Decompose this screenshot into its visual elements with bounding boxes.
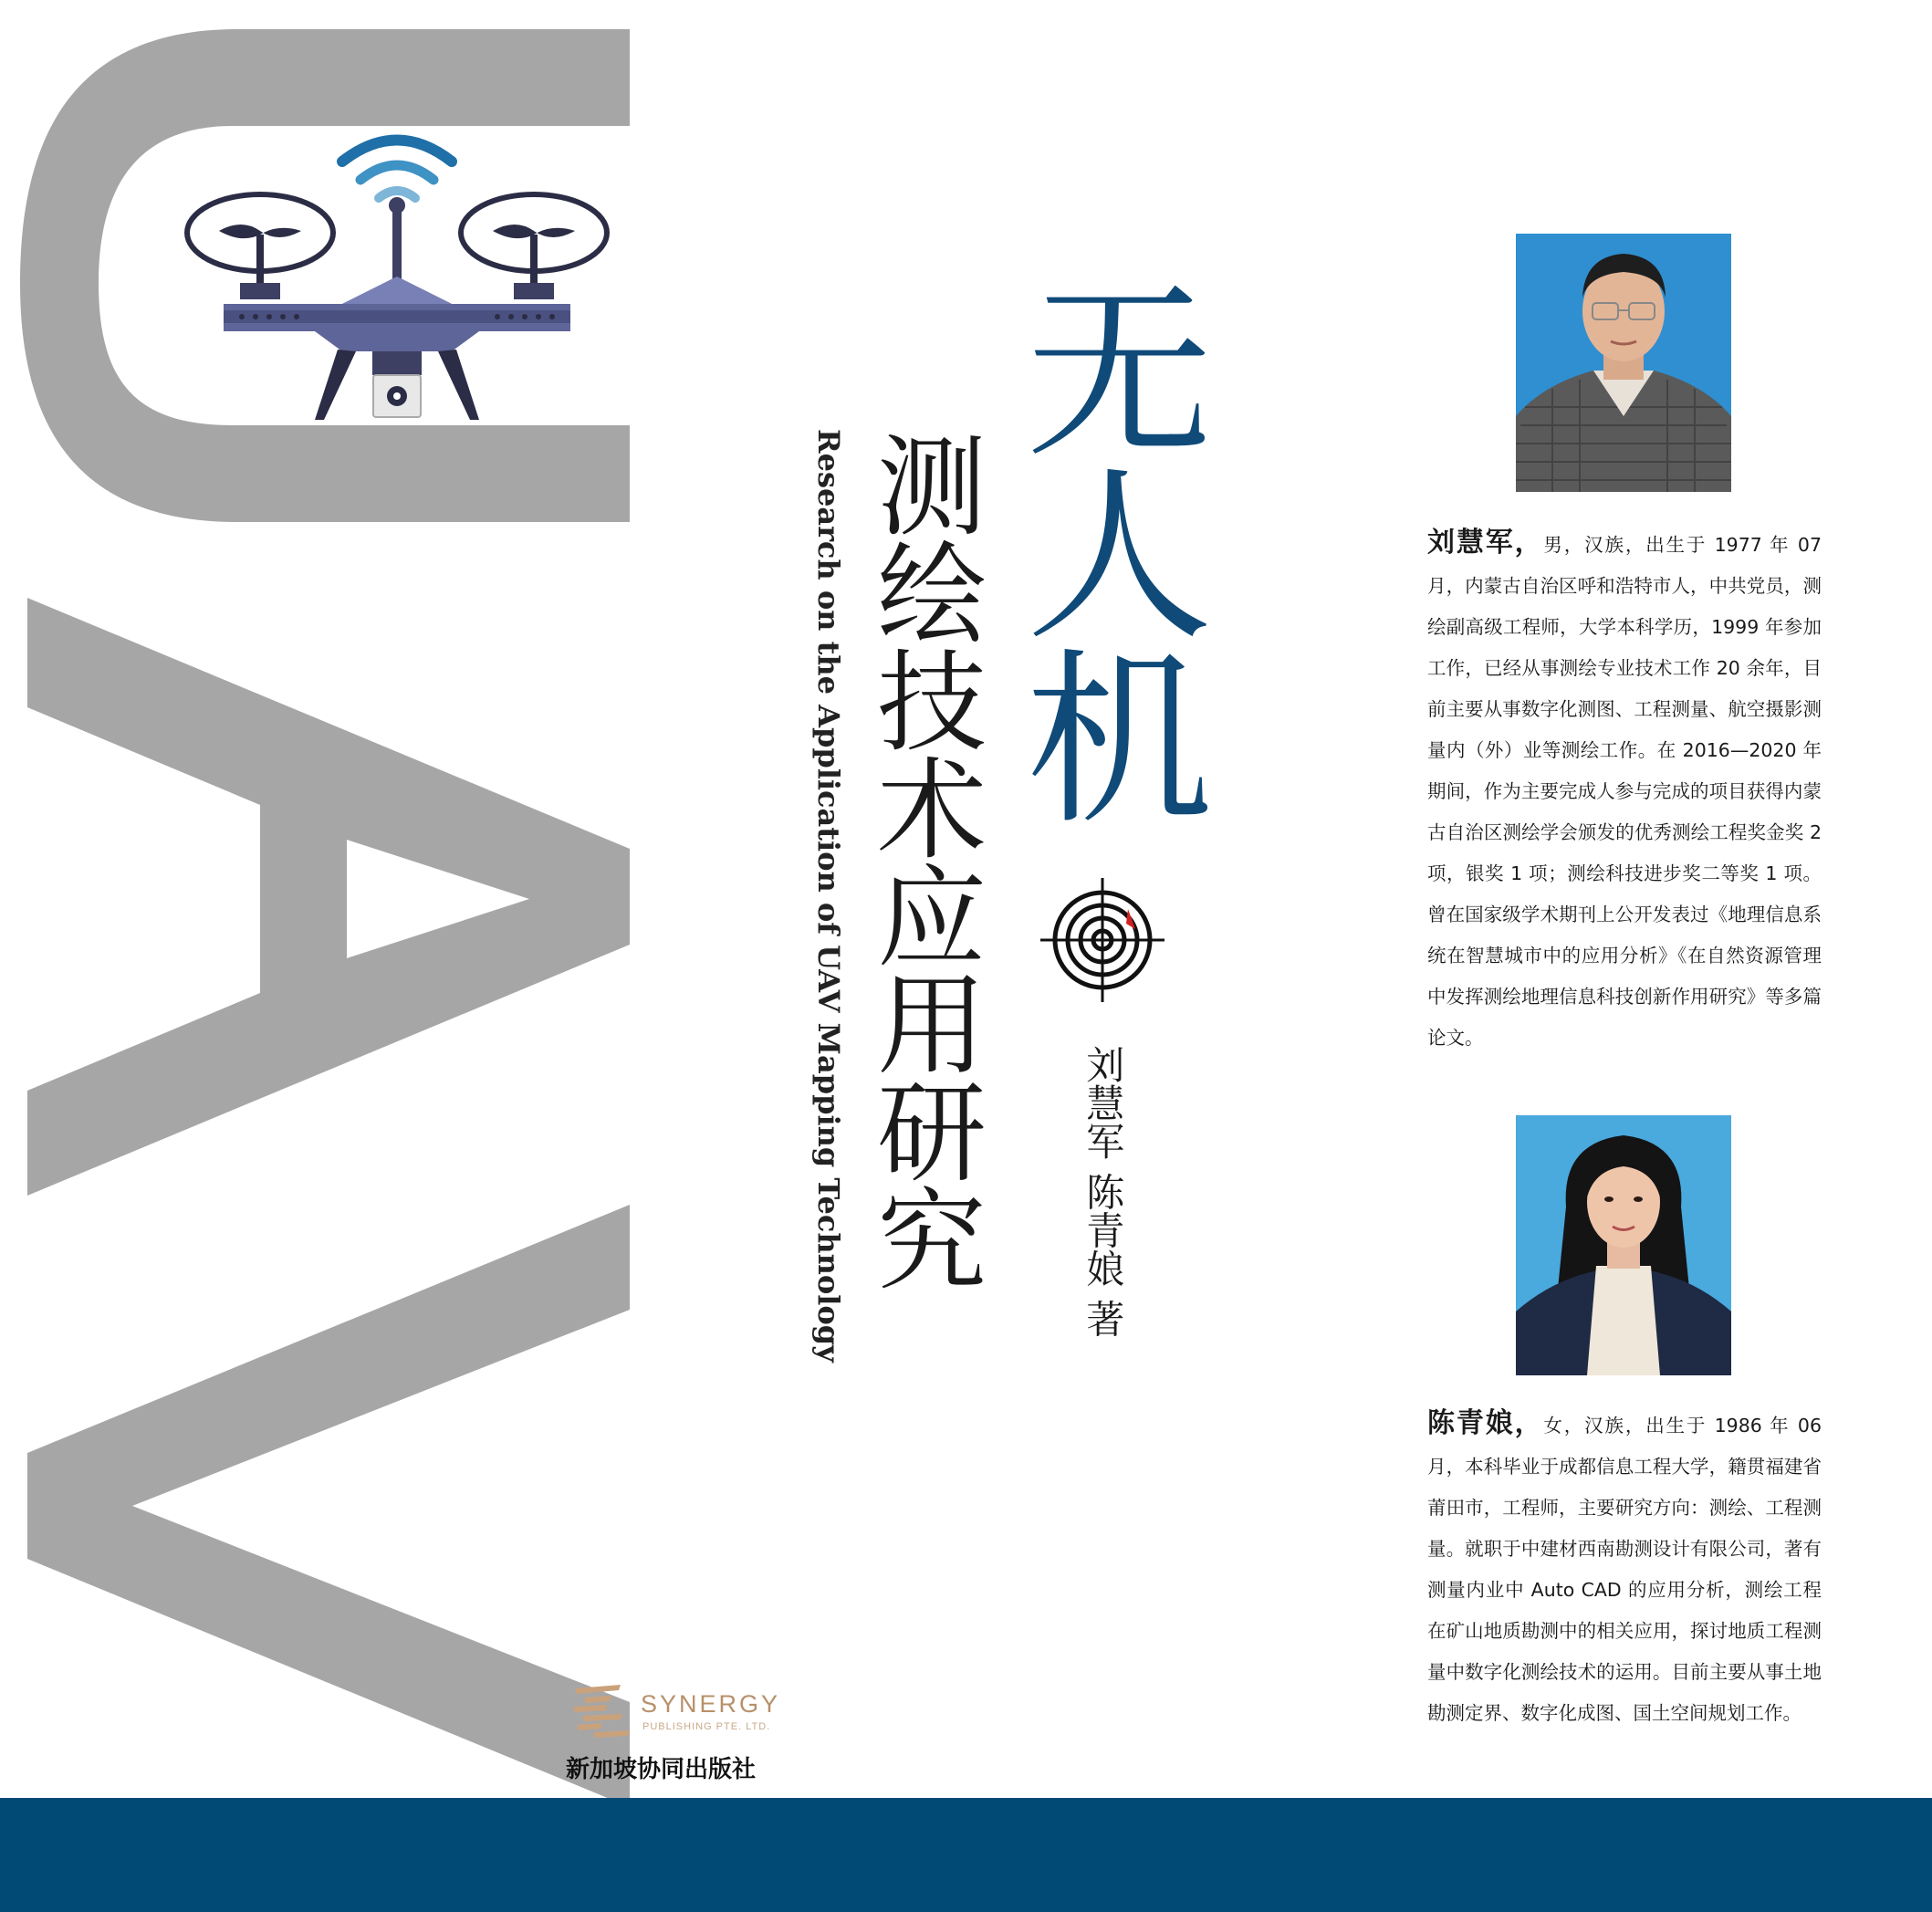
publisher-name-en-sub: PUBLISHING PTE. LTD.: [642, 1721, 771, 1732]
author2-name: 陈青娘，: [1427, 1407, 1544, 1439]
wifi-signal-icon: [342, 141, 452, 199]
drone-icon: [178, 123, 616, 434]
publisher-name-en: SYNERGY: [641, 1690, 781, 1718]
publisher-logo-icon: [566, 1679, 639, 1743]
author2-bio: [1427, 1403, 1822, 1734]
author1-name: 刘慧军，: [1427, 527, 1544, 559]
author1-photo: [1516, 234, 1731, 492]
letter-a: [27, 598, 630, 1196]
book-title-sub: 测绘技术应用研究: [859, 429, 986, 1290]
authors-line: 刘慧军 陈青娘 著: [1081, 1045, 1126, 1338]
book-title-main: 无人机: [994, 274, 1211, 824]
author2-photo: [1516, 1115, 1731, 1375]
letter-v: [27, 1205, 630, 1807]
author1-bio: [1427, 522, 1822, 1059]
publisher-name-zh: 新加坡协同出版社: [566, 1756, 757, 1783]
book-title-english: Research on the Application of UAV Mapping Technology: [811, 429, 846, 1363]
author1-bio-text: 男，汉族，出生于 1977 年 07 月，内蒙古自治区呼和浩特市人，中共党员，测绘副高级工程师，大学本科学历，1999 年参加工作，已经从事测绘专业技术工作 20 余年，目前主要从事数字化测图、工程测量、航空摄影测量内（外）业等测绘工作。在 2016—2020 年期间，作为主要完成人参与完成的项目获得内蒙古自治区测绘学会颁发的优秀测绘工程奖金奖 2 项，银奖 1 项；测绘科技进步奖二等奖 1 项。曾在国家级学术期刊上公开发表过《地理信息系统在智慧城市中的应用分析》《在自然资源管理中发挥测绘地理信息科技创新作用研究》等多篇论文。: [1427, 534, 1822, 1049]
author2-bio-text: 女，汉族，出生于 1986 年 06 月，本科毕业于成都信息工程大学，籍贯福建省莆田市，工程师，主要研究方向：测绘、工程测量。就职于中建材西南勘测设计有限公司，著有测量内业中 Auto CAD 的应用分析，测绘工程在矿山地质勘测中的相关应用，探讨地质工程测量中数字化测绘技术的运用。目前主要从事土地勘测定界、数字化成图、国土空间规划工作。: [1427, 1415, 1822, 1724]
target-icon: [1039, 876, 1166, 1004]
footer-band: [0, 1798, 1932, 1912]
